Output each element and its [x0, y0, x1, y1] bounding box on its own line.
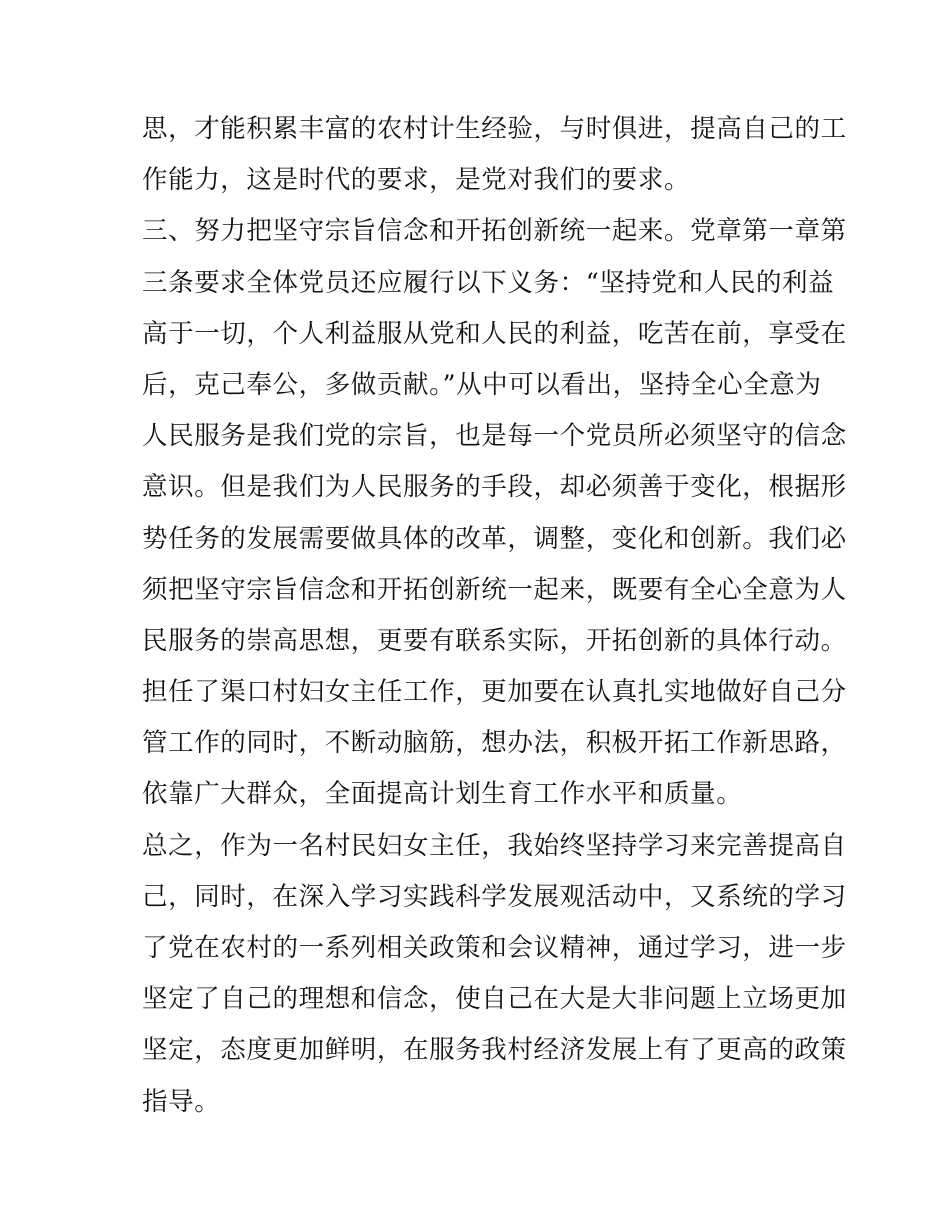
text-line: 己，同时，在深入学习实践科学发展观活动中，又系统的学习 [142, 881, 847, 912]
text-line: 管工作的同时，不断动脑筋，想办法，积极开拓工作新思路， [142, 728, 847, 759]
text-line: 思，才能积累丰富的农村计生经验，与时俱进，提高自己的工 [142, 114, 847, 144]
text-line: 坚定，态度更加鲜明，在服务我村经济发展上有了更高的政策 [142, 1035, 847, 1066]
text-line: 作能力，这是时代的要求，是党对我们的要求。 [142, 165, 691, 196]
text-line: 总之，作为一名村民妇女主任，我始终坚持学习来完善提高自 [142, 830, 847, 861]
text-line: 意识。但是我们为人民服务的手段，却必须善于变化，根据形 [142, 472, 847, 503]
text-line: 担任了渠口村妇女主任工作，更加要在认真扎实地做好自己分 [142, 677, 847, 708]
text-line: 人民服务是我们党的宗旨，也是每一个党员所必须坚守的信念 [142, 421, 847, 452]
text-line: 民服务的崇高思想，更要有联系实际，开拓创新的具体行动。 [142, 625, 847, 656]
text-line: 坚定了自己的理想和信念，使自己在大是大非问题上立场更加 [142, 984, 847, 1015]
text-line: 后，克己奉公，多做贡献。”从中可以看出，坚持全心全意为 [142, 369, 822, 400]
text-line: 势任务的发展需要做具体的改革，调整，变化和创新。我们必 [142, 523, 847, 554]
text-line: 须把坚守宗旨信念和开拓创新统一起来，既要有全心全意为人 [142, 574, 847, 605]
text-line: 三条要求全体党员还应履行以下义务：“坚持党和人民的利益 [142, 267, 835, 298]
text-line: 指导。 [142, 1086, 221, 1117]
text-line: 高于一切，个人利益服从党和人民的利益，吃苦在前，享受在 [142, 318, 847, 349]
text-line: 三、努力把坚守宗旨信念和开拓创新统一起来。党章第一章第 [142, 216, 847, 247]
text-line: 了党在农村的一系列相关政策和会议精神，通过学习，进一步 [142, 933, 847, 963]
text-line: 依靠广大群众，全面提高计划生育工作水平和质量。 [142, 779, 743, 810]
